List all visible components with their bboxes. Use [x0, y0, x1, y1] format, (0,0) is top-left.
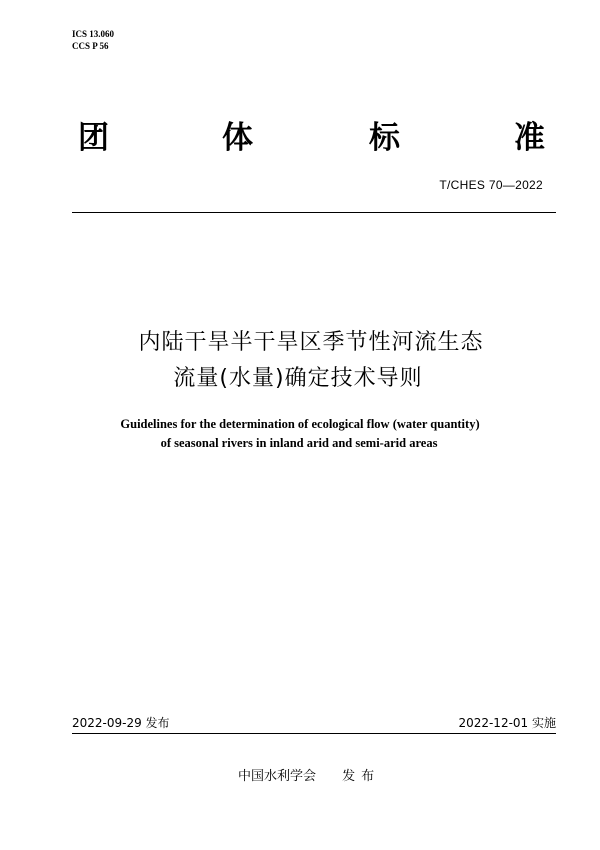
issue-date: 2022-09-29 发布 [72, 716, 170, 730]
bottom-divider [72, 733, 556, 734]
standard-number: T/CHES 70—2022 [439, 178, 543, 192]
publish-action: 发布 [342, 769, 381, 784]
standard-type-char-3: 标 [369, 120, 400, 156]
publisher-name: 中国水利学会 [238, 769, 317, 784]
english-title-line-1: Guidelines for the determination of ecological flow (water quantity) [120, 417, 480, 431]
chinese-title-line-1: 内陆干旱半干旱区季节性河流生态 [138, 330, 484, 355]
standard-type-char-4: 准 [514, 120, 545, 156]
standard-type-char-1: 团 [78, 120, 109, 156]
ics-code: ICS 13.060 [72, 29, 115, 39]
standard-type-char-2: 体 [222, 120, 253, 156]
top-divider [72, 212, 556, 213]
english-title-line-2: of seasonal rivers in inland arid and semi-arid areas [160, 436, 438, 450]
standard-type-heading [78, 118, 556, 162]
ccs-code: CCS P 56 [72, 41, 109, 51]
classification-codes [72, 28, 114, 52]
publisher-line [238, 765, 380, 784]
implementation-date: 2022-12-01 实施 [458, 716, 556, 730]
chinese-title-line-2: 流量(水量)确定技术导则 [173, 366, 423, 391]
